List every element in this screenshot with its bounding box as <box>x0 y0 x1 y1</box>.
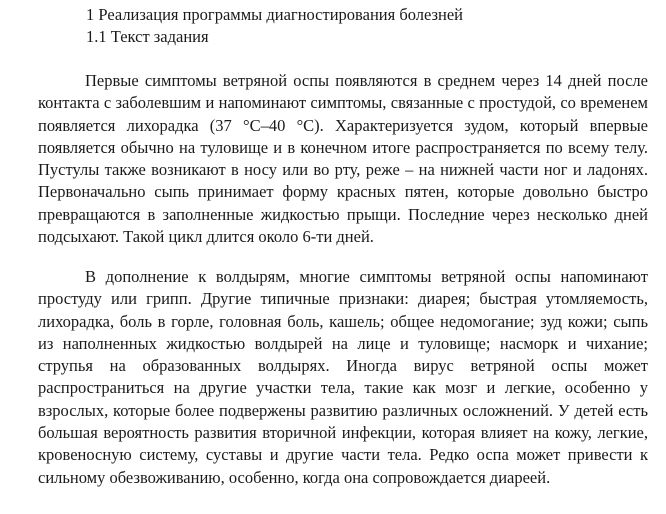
paragraph-symptoms-onset: Первые симптомы ветряной оспы появляются в среднем через 14 дней после контакта с заболевшим и напоминают симптомы, связанные с простудой, со временем появляется лихорадка (37 °С–40 °С). Характеризуется зудом, который впервые появляется обычно на туловище и в конечном итоге распространяется по всему телу. Пустулы также возникают в носу или во рту, реже – на нижней части ног и ладонях. Первоначально сыпь принимает форму красных пятен, которые довольно быстро превращаются в заполненные жидкостью прыщи. Последние через несколько дней подсыхают. Такой цикл длится около 6-ти дней. <box>38 71 648 247</box>
paragraph-additional-symptoms: В дополнение к волдырям, многие симптомы ветряной оспы напоминают простуду или грипп. Другие типичные признаки: диарея; быстрая утомляемость, лихорадка, боль в горле, головная боль, кашель; общее недомогание; зуд кожи; сыпь из наполненных жидкостью волдырей на лице и туловище; насморк и чихание; струпья на образованных волдырях. Иногда вирус ветряной оспы может распространиться на другие участки тела, такие как мозг и легкие, особенно у взрослых, которые более подвержены развитию различных осложнений. У детей есть большая вероятность развития вторичной инфекции, которая влияет на кожу, легкие, кровеносную систему, суставы и другие части тела. Редко оспа может привести к сильному обезвоживанию, особенно, когда она сопровождается диареей. <box>38 267 648 487</box>
section-heading: 1 Реализация программы диагностирования болезней <box>86 5 464 24</box>
subsection-heading: 1.1 Текст задания <box>86 27 209 46</box>
